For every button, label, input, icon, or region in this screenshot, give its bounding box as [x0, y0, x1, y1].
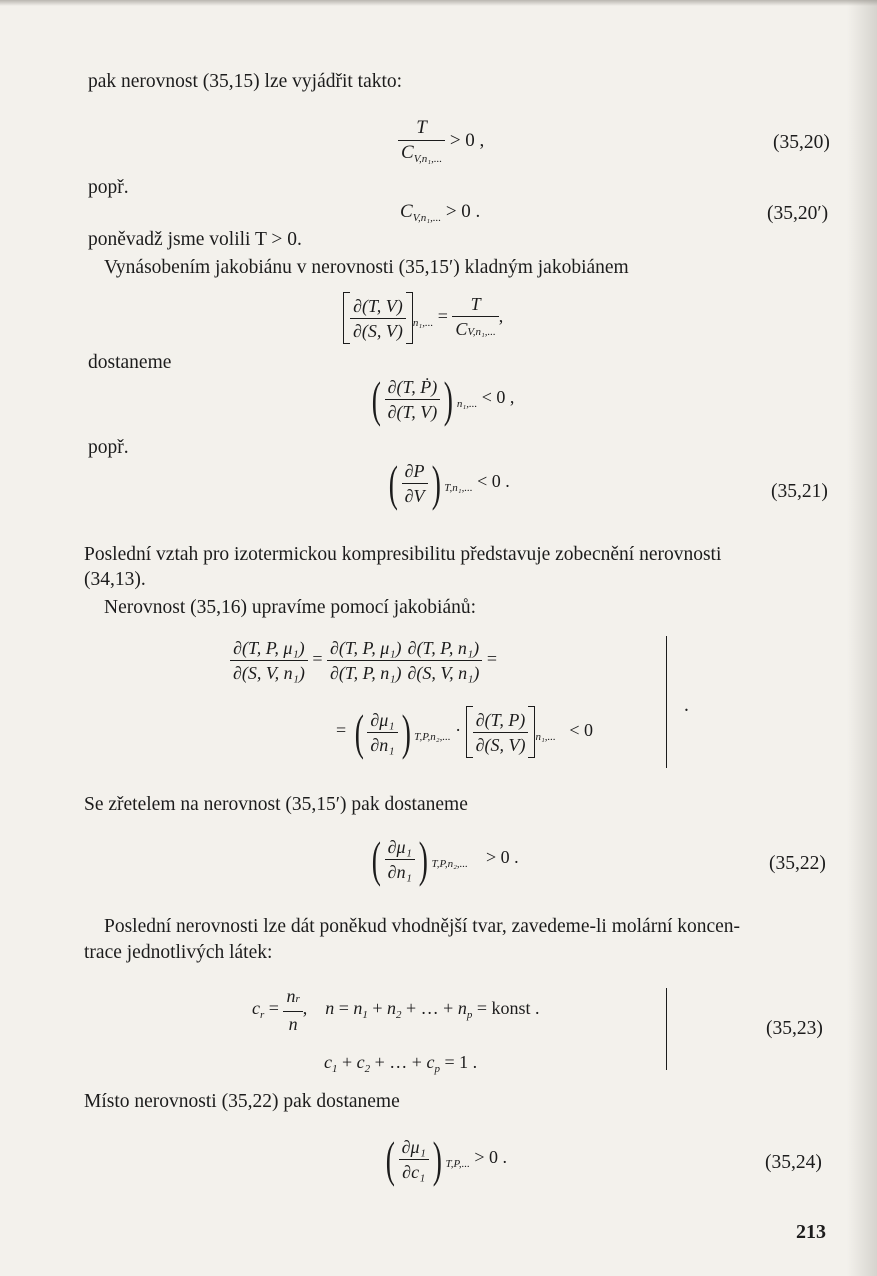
equation-number: (35,23): [766, 1018, 823, 1039]
paragraph-modify: Nerovnost (35,16) upravíme pomocí jakobiánů:: [104, 597, 477, 618]
equation-jacobian-inequality: ( $\frac{\text{∂(T, Ṗ)}}{\partial(T, V)}$ ) $_{n_1,...}$ < 0 ,: [371, 371, 515, 427]
paragraph-compressibility-line2: (34,13).: [84, 569, 146, 590]
equation-jacobian-identity: $\frac{\partial(T, V)}{\partial(S, V)}$ $_{n_1,...}$ = $\frac{T}{\text{CV,n₁,...}}$ ,: [343, 292, 503, 344]
paragraph-popr: popř.: [88, 177, 129, 198]
paragraph-instead: Místo nerovnosti (35,22) pak dostaneme: [84, 1091, 400, 1112]
equation-35-24: ( $\frac{\text{∂μ₁}}{\text{∂c₁}}$ ) $_{T,P,...}$ > 0 .: [385, 1131, 508, 1187]
paragraph-multiply: Vynásobením jakobiánu v nerovnosti (35,15′) kladným jakobiánem: [104, 257, 629, 278]
paragraph-molar-line1: Poslední nerovnosti lze dát poněkud vhodnější tvar, zavedeme-li molární koncen-: [104, 916, 741, 937]
equation-35-20-prime: $C_{V,n_1,...} > 0$ .: [400, 201, 481, 224]
system-brace: [666, 988, 667, 1070]
equation-number: (35,20′): [767, 203, 829, 224]
page-binding-shadow: [847, 0, 877, 1276]
system-brace: [666, 636, 667, 768]
paragraph-compressibility-line1: Poslední vztah pro izotermickou kompresibilitu představuje zobecnění nerovnosti: [84, 544, 722, 565]
equation-number: (35,20): [773, 132, 830, 153]
equation-period: .: [684, 695, 689, 716]
paragraph-we-get: dostaneme: [88, 352, 172, 373]
page-number: 213: [796, 1221, 826, 1243]
equation-jacobian-chain-line1: $\frac{\text{∂(T, P, μ₁)}}{\text{∂(S, V, n₁)}}$ = $\frac{\text{∂(T, P, μ₁)}}{\text{∂(T, P, n₁)}}$ $\frac{\text{∂(T, P, n₁)}}{\text{∂(S, V, n₁)}}$ =: [230, 636, 497, 685]
paragraph-popr: popř.: [88, 437, 129, 458]
equation-jacobian-chain-line2: = ( $\frac{\text{∂μ₁}}{\text{∂n₁}}$ ) $_{T,P,n_2,...}$ · $\frac{\partial(T, P)}{\partial(S, V)}$ $_{n_1,...}$ < 0: [336, 704, 593, 760]
equation-35-23-line1: $c_r$ = $\frac{nr}{n}$ , $n = n_1 + n_2$ + … + $n_p$ = konst .: [252, 986, 540, 1034]
paragraph-since: poněvadž jsme volili T > 0.: [88, 229, 302, 250]
paragraph-intro: pak nerovnost (35,15) lze vyjádřit takto:: [88, 71, 403, 92]
equation-35-23-line2: $c_1 + c_2$ + … + $c_p = 1$ .: [324, 1052, 478, 1075]
equation-number: (35,21): [771, 481, 828, 502]
paragraph-considering: Se zřetelem na nerovnost (35,15′) pak dostaneme: [84, 794, 468, 815]
equation-number: (35,24): [765, 1152, 822, 1173]
page-edge-shadow: [0, 0, 877, 6]
equation-35-22: ( $\frac{\text{∂μ₁}}{\text{∂n₁}}$ ) $_{T,P,n_2,...}$ > 0 .: [371, 831, 519, 887]
equation-35-20: $\frac{T}{C_{V,n_1,...}}$ > 0 ,: [398, 116, 484, 167]
equation-number: (35,22): [769, 853, 826, 874]
equation-35-21: ( $\frac{\partial P}{\partial V}$ ) $_{T,n_1,...}$ < 0 .: [388, 455, 510, 511]
paragraph-molar-line2: trace jednotlivých látek:: [84, 942, 273, 963]
